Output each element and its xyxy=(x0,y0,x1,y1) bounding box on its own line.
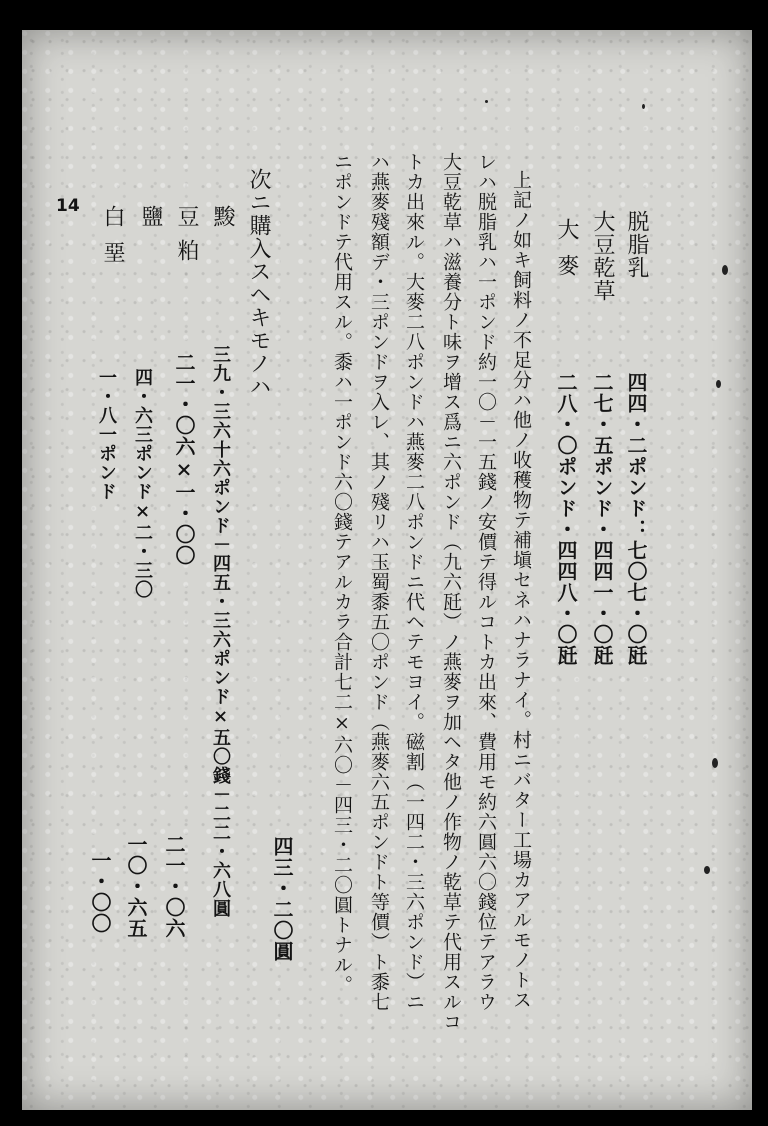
table2-formula-0: 三九・三六十六ポンド－四五・三六ポンド×五〇錢－二二・六八圓 xyxy=(210,345,231,918)
page-number: 14 xyxy=(56,196,80,216)
table1-value-0: 四四・二ポンド：七〇七・〇瓩 xyxy=(624,372,648,666)
table1-label-2: 大麥 xyxy=(554,218,579,290)
ink-speck xyxy=(485,100,488,103)
table2-amount-2: 一〇・六五 xyxy=(124,834,148,939)
paragraph-line-4: ハ燕麥殘額デ・三ポンドヲ入レ、其ノ殘リハ玉蜀黍五〇ポンド（燕麥六五ポンドト等價）ト黍七 xyxy=(368,152,390,1012)
ink-speck xyxy=(704,866,710,874)
ink-speck xyxy=(712,758,718,768)
purchase-total: 四三・二〇圓 xyxy=(270,836,294,962)
table2-label-0: 黢 xyxy=(210,205,235,228)
paragraph-line-1: レハ脱脂乳ハ一ポンド約一〇－一五錢ノ安價テ得ルコトカ出來、費用モ約六圓六〇錢位テアラウ xyxy=(475,152,497,1012)
ink-speck xyxy=(716,380,721,388)
paragraph-line-0: 上記ノ如キ飼料ノ不足分ハ他ノ收穫物テ補塡セネハナラナイ。村ニバター工場カアルモノトス xyxy=(510,170,532,1010)
table1-label-0: 脱脂乳 xyxy=(624,210,649,279)
purchase-heading: 次ニ購入スヘキモノハ xyxy=(246,168,271,398)
table2-amount-1: 二一・〇六 xyxy=(162,834,186,939)
paragraph-line-3: トカ出來ル。大麥二八ポンドハ燕麥二八ポンドニ代ヘテモヨイ。磁割（一四二・三六ポンド）ニ xyxy=(403,152,425,1012)
table2-label-1: 豆粕 xyxy=(174,205,199,273)
table2-label-3: 白堊 xyxy=(100,205,125,277)
table2-formula-1: 二一・〇六×一・〇〇 xyxy=(172,352,196,566)
table1-value-1: 二七・五ポンド・四四一・〇瓩 xyxy=(590,372,614,666)
ink-speck xyxy=(642,104,645,109)
ink-speck xyxy=(722,265,728,275)
paragraph-line-2: 大豆乾草ハ滋養分ト味ヲ增ス爲ニ六ポンド（九六瓩）ノ燕麥ヲ加ヘタ他ノ作物ノ乾草テ代用スルコ xyxy=(440,152,462,1032)
table1-label-1: 大豆乾草 xyxy=(590,210,615,302)
paragraph-line-5: ニポンドテ代用スル。黍ハ一ポンド六〇錢テアルカラ合計七二×六〇－四三・二〇圓トナル。 xyxy=(331,152,353,995)
table2-formula-3: 一・八一ポンド xyxy=(96,368,117,501)
table2-amount-3: 一・〇〇 xyxy=(88,850,112,934)
table1-value-2: 二八・〇ポンド・四四八・〇瓩 xyxy=(554,372,578,666)
table2-label-2: 鹽 xyxy=(138,205,163,228)
table2-formula-2: 四・六三ポンド×二・三〇 xyxy=(132,368,153,599)
